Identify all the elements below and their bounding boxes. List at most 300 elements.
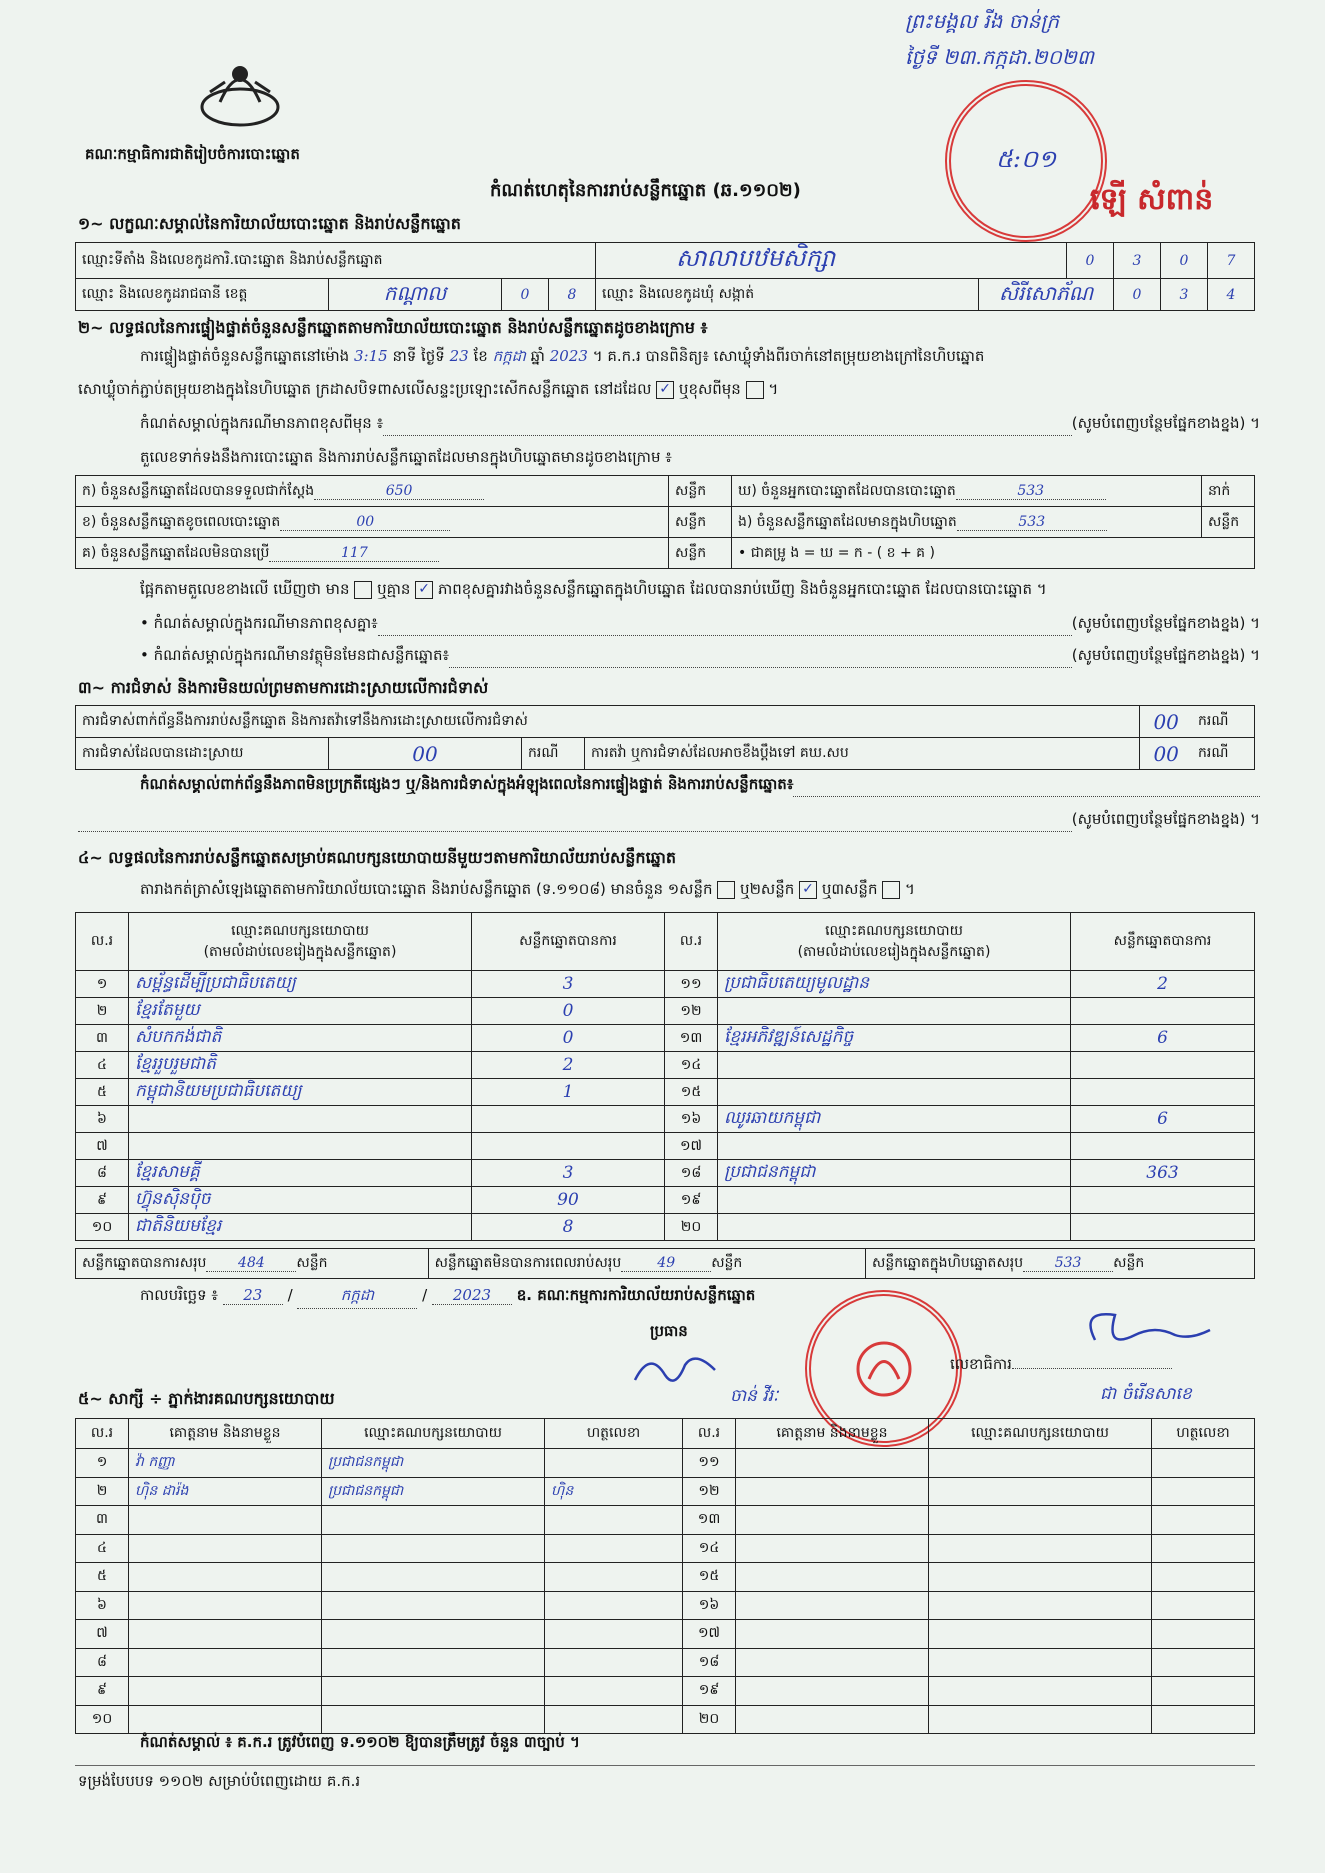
para-text: ។ គ.ក.រ បានពិនិត្យ៖ សោឃ្លុំទាំងពីរចាក់នៅតម្រុយខាងក្រៅនៃហិបឆ្នោត: [592, 347, 985, 365]
witness-row: [76, 1677, 1255, 1706]
difference-line: [140, 580, 1047, 602]
row-number: ៨: [76, 1648, 129, 1677]
party-name: [718, 1133, 1071, 1160]
count-value: 00: [280, 514, 450, 531]
party-votes: [1071, 1214, 1255, 1241]
secretary-label: លេខាធិការ: [950, 1355, 1012, 1373]
complaints-table: [75, 705, 1255, 770]
col-party: ឈ្មោះគណបក្សនយោបាយ: [929, 1419, 1152, 1449]
witness-signature: [545, 1620, 683, 1649]
row-number: ៩: [76, 1677, 129, 1706]
chair-label: ប្រធាន: [650, 1322, 688, 1340]
section4-heading: ៤~ លទ្ធផលនៃការរាប់សន្លឹកឆ្នោតសម្រាប់គណបក្សនយោបាយនីមួយៗតាមការិយាល័យរាប់សន្លឹកឆ្នោត: [78, 848, 677, 867]
total-invalid: សន្លឹកឆ្នោតមិនបានការពេលរាប់សរុប 49 សន្លឹក: [428, 1249, 865, 1279]
witness-name: [736, 1591, 929, 1620]
row-number: ១៤: [683, 1534, 736, 1563]
row-number: ១១: [665, 971, 718, 998]
party-votes: [472, 1133, 665, 1160]
form-note: កំណត់សម្គាល់ ៖ គ.ក.រ ត្រូវបំពេញ ទ.១១០២ ឱ្យបានត្រឹមត្រូវ ចំនួន ៣ច្បាប់ ។: [140, 1733, 580, 1751]
col-no: ល.រ: [665, 913, 718, 971]
total-box: សន្លឹកឆ្នោតក្នុងហិបឆ្នោតសរុប 533 សន្លឹក: [866, 1249, 1255, 1279]
counts-table: [75, 475, 1255, 569]
row-number: ១៥: [665, 1079, 718, 1106]
witness-party: [929, 1677, 1152, 1706]
province-value: កណ្តាល: [329, 279, 502, 311]
committee-name: គណៈកម្មាធិការជាតិរៀបចំការបោះឆ្នោត: [85, 145, 300, 163]
case-unit: ករណី: [522, 738, 585, 770]
has-difference-checkbox[interactable]: [354, 581, 372, 599]
witness-party: [322, 1677, 545, 1706]
witness-party: [322, 1591, 545, 1620]
party-name: [129, 1133, 472, 1160]
party-row: [76, 1160, 1255, 1187]
province-code-digit: 0: [502, 279, 549, 311]
witness-signature: [545, 1677, 683, 1706]
committee-suffix: ឧ. គណៈកម្មការការិយាល័យរាប់សន្លឹកឆ្នោត: [516, 1286, 756, 1304]
chair-name: ចាន់ វីរៈ: [730, 1386, 779, 1406]
row-number: ៨: [76, 1160, 129, 1187]
witness-name: [736, 1563, 929, 1592]
row-number: ១៦: [683, 1591, 736, 1620]
count-unit: សន្លឹក: [1202, 507, 1255, 538]
fill-back-note: (សូមបំពេញបន្ថែមផ្នែកខាងខ្នង) ។: [1071, 646, 1260, 664]
witness-name: [129, 1506, 322, 1535]
witness-signature: [1152, 1620, 1255, 1649]
witness-name: [736, 1677, 929, 1706]
witness-signature: [1152, 1591, 1255, 1620]
count-row-left: ខ) ចំនួនសន្លឹកឆ្នោតខូចពេលបោះឆ្នោត 00: [76, 507, 669, 538]
party-votes: [472, 1106, 665, 1133]
row-number: ៦: [76, 1106, 129, 1133]
witness-name: [736, 1477, 929, 1506]
witness-party: [929, 1506, 1152, 1535]
witness-name: [736, 1648, 929, 1677]
row-number: ១១: [683, 1449, 736, 1478]
note-fill-line[interactable]: [78, 810, 1072, 832]
section3-heading: ៣~ ការជំទាស់ និងការមិនយល់ព្រមតាមការដោះស្រាយលើការជំទាស់: [78, 678, 489, 697]
complaints-label: ការជំទាស់ពាក់ព័ន្ធនឹងការរាប់សន្លឹកឆ្នោត និងការតវ៉ាទៅនឹងការដោះស្រាយលើការជំទាស់: [76, 706, 1140, 738]
note-fill-line[interactable]: [383, 414, 1072, 436]
commune-value: សិរីសោភ័ណ: [979, 279, 1114, 311]
party-row: [76, 1052, 1255, 1079]
witness-row: [76, 1648, 1255, 1677]
day-value: 23: [449, 347, 469, 365]
party-name: ប្រជាជនកម្ពុជា: [718, 1160, 1071, 1187]
witness-row: [76, 1563, 1255, 1592]
party-name: សម្ព័ន្ធដើម្បីប្រជាធិបតេយ្យ: [129, 971, 472, 998]
para-text: ភាពខុសគ្នារវាងចំនួនសន្លឹកឆ្នោតក្នុងហិបឆ្នោត ដែលបានរាប់ឃើញ និងចំនួនអ្នកបោះឆ្នោត ដែលបានបោះឆ្នោត ។: [437, 580, 1047, 598]
witness-signature: [545, 1534, 683, 1563]
one-sheet-checkbox[interactable]: [717, 881, 735, 899]
witness-name: [736, 1705, 929, 1734]
witness-signature: [1152, 1563, 1255, 1592]
party-name: ជាតិនិយមខ្មែរ: [129, 1214, 472, 1241]
secretary-fill[interactable]: [1012, 1368, 1172, 1369]
row-number: ៧: [76, 1620, 129, 1649]
note-fill-line[interactable]: [793, 775, 1260, 797]
appeal-label: ការតវ៉ា ឬការជំទាស់ដែលអាចខឹងប្តឹងទៅ គឃ.សប: [585, 738, 1140, 770]
witness-party: ប្រជាជនកម្ពុជា: [322, 1477, 545, 1506]
witness-row: [76, 1449, 1255, 1478]
totals-table: [75, 1248, 1255, 1279]
witness-party: [322, 1648, 545, 1677]
witness-party: [929, 1591, 1152, 1620]
party-votes: [1071, 1052, 1255, 1079]
month-value: កក្កដា: [492, 347, 526, 365]
royal-emblem-logo: [190, 52, 290, 132]
verification-paragraph: [140, 347, 1260, 369]
party-results-table: [75, 912, 1255, 1241]
witness-party: [322, 1563, 545, 1592]
col-party: ឈ្មោះគណបក្សនយោបាយ (តាមលំដាប់លេខរៀងក្នុងសន្លឹកឆ្នោត): [129, 913, 472, 971]
witness-row: [76, 1591, 1255, 1620]
party-row: [76, 1214, 1255, 1241]
case-unit: ករណី: [1192, 738, 1255, 770]
witness-name: [129, 1563, 322, 1592]
witness-table: [75, 1418, 1255, 1734]
witness-name: [736, 1534, 929, 1563]
witness-row: [76, 1534, 1255, 1563]
witness-signature: [545, 1705, 683, 1734]
row-number: ១៦: [665, 1106, 718, 1133]
date-year: 2023: [432, 1286, 512, 1305]
party-votes: 1: [472, 1079, 665, 1106]
fill-back-note: (សូមបំពេញបន្ថែមផ្នែកខាងខ្នង) ។: [1071, 810, 1260, 828]
count-row-right: ឃ) ចំនួនអ្នកបោះឆ្នោតដែលបានបោះឆ្នោត 533: [732, 476, 1202, 507]
commune-label: ឈ្មោះ និងលេខកូដឃុំ សង្កាត់: [596, 279, 979, 311]
footer-divider: [75, 1765, 1255, 1766]
party-name: ហ៊្វុនស៊ិនប៉ិច: [129, 1187, 472, 1214]
complaints-value: 00: [1140, 706, 1192, 738]
witness-signature: [1152, 1449, 1255, 1478]
year-value: 2023: [549, 347, 588, 365]
note-fill-line[interactable]: [449, 646, 1072, 668]
count-unit: សន្លឹក: [669, 538, 732, 569]
party-votes: 2: [1071, 971, 1255, 998]
para-text: ការផ្ទៀងផ្ទាត់ចំនួនសន្លឹកឆ្នោតនៅម៉ោង: [140, 347, 350, 365]
changed-checkbox[interactable]: [746, 381, 764, 399]
irregular-note-line-2: [78, 810, 1260, 832]
witness-signature: [1152, 1677, 1255, 1706]
count-unit: សន្លឹក: [669, 507, 732, 538]
party-row: [76, 998, 1255, 1025]
count-value: 533: [957, 514, 1107, 531]
office-code-digit: 7: [1208, 243, 1255, 279]
witness-party: [929, 1449, 1152, 1478]
row-number: ១៩: [665, 1187, 718, 1214]
col-votes: សន្លឹកឆ្នោតបានការ: [1071, 913, 1255, 971]
count-row-left: គ) ចំនួនសន្លឹកឆ្នោតដែលមិនបានប្រើ 117: [76, 538, 669, 569]
office-label: ឈ្មោះទីតាំង និងលេខកូដការិ.បោះឆ្នោត និងរាប់សន្លឹកឆ្នោត: [76, 243, 596, 279]
witness-name: [129, 1705, 322, 1734]
party-votes: 363: [1071, 1160, 1255, 1187]
chair-signature: [630, 1345, 720, 1395]
witness-name: [129, 1620, 322, 1649]
para-text: នាទី ថ្ងៃទី: [392, 347, 445, 365]
row-number: ៩: [76, 1187, 129, 1214]
party-votes: 8: [472, 1214, 665, 1241]
para-text: សោឃ្លុំចាក់ភ្ជាប់តម្រុយខាងក្នុងនៃហិបឆ្នោត ក្រដាសបិទពាសលើសន្ទះប្រឡោះសើកសន្លឹកឆ្នោត នៅដដែល: [78, 380, 652, 398]
party-row: [76, 1133, 1255, 1160]
para-text: ឬគ្មាន: [377, 580, 411, 598]
row-number: ៧: [76, 1133, 129, 1160]
party-votes: 0: [472, 1025, 665, 1052]
three-sheet-checkbox[interactable]: [882, 881, 900, 899]
party-name: សំបកកង់ជាតិ: [129, 1025, 472, 1052]
witness-party: [322, 1705, 545, 1734]
para-text: ឬខុសពីមុន: [678, 380, 741, 398]
witness-row: [76, 1620, 1255, 1649]
row-number: ១៧: [683, 1620, 736, 1649]
secretary-name: ជា ចំរើនសាខេ: [1100, 1384, 1192, 1404]
count-value: 117: [269, 545, 439, 562]
para-text: ឬ២សន្លឹក: [740, 880, 795, 898]
party-row: [76, 1025, 1255, 1052]
province-code-digit: 8: [549, 279, 596, 311]
witness-party: [929, 1534, 1152, 1563]
col-signature: ហត្ថលេខា: [1152, 1419, 1255, 1449]
note-label: កំណត់សម្គាល់ពាក់ព័ន្ធនឹងភាពមិនប្រក្រតីផ្សេងៗ ឬ/និងការជំទាស់ក្នុងអំឡុងពេលនៃការផ្ទៀងផ្ទាត់ និងការរាប់សន្លឹកឆ្នោត៖: [140, 775, 794, 793]
witness-row: [76, 1477, 1255, 1506]
party-name: [718, 1079, 1071, 1106]
witness-row: [76, 1506, 1255, 1535]
party-name: [129, 1106, 472, 1133]
col-signature: ហត្ថលេខា: [545, 1419, 683, 1449]
commune-code-digit: 0: [1114, 279, 1161, 311]
count-value: 533: [956, 483, 1106, 500]
witness-party: ប្រជាជនកម្ពុជា: [322, 1449, 545, 1478]
counts-intro: តួលេខទាក់ទងនឹងការបោះឆ្នោត និងការរាប់សន្លឹកឆ្នោតដែលមានក្នុងហិបឆ្នោតមានដូចខាងក្រោម ៖: [140, 448, 672, 466]
party-votes: [1071, 1133, 1255, 1160]
witness-name: [129, 1591, 322, 1620]
commune-code-digit: 3: [1161, 279, 1208, 311]
two-sheet-checkbox[interactable]: ✓: [799, 881, 817, 899]
row-number: ១៩: [683, 1677, 736, 1706]
office-code-digit: 3: [1114, 243, 1161, 279]
party-row: [76, 1187, 1255, 1214]
time-value: 3:15: [353, 347, 388, 365]
row-number: ៥: [76, 1079, 129, 1106]
witness-party: [322, 1534, 545, 1563]
row-number: ១: [76, 971, 129, 998]
count-unit: នាក់: [1202, 476, 1255, 507]
handwritten-note-name: ព្រះមង្គល រីង ចាន់ក្រ: [905, 9, 1060, 33]
party-votes: 6: [1071, 1025, 1255, 1052]
para-text: ឬ៣សន្លឹក: [821, 880, 878, 898]
col-no: ល.រ: [76, 913, 129, 971]
section1-heading: ១~ លក្ខណៈសម្គាល់នៃការិយាល័យបោះឆ្នោត និងរាប់សន្លឹកឆ្នោត: [78, 214, 461, 233]
secretary-signature: [1075, 1300, 1215, 1360]
witness-signature: [1152, 1506, 1255, 1535]
row-number: ៦: [76, 1591, 129, 1620]
party-name: ឈូរឆាយកម្ពុជា: [718, 1106, 1071, 1133]
party-name: ប្រជាធិបតេយ្យមូលដ្ឋាន: [718, 971, 1071, 998]
witness-signature: [1152, 1705, 1255, 1734]
col-votes: សន្លឹកឆ្នោតបានការ: [472, 913, 665, 971]
row-number: ១២: [665, 998, 718, 1025]
party-name: ខ្មែរអភិវឌ្ឍន៍សេដ្ឋកិច្ច: [718, 1025, 1071, 1052]
party-name: [718, 1214, 1071, 1241]
col-no: ល.រ: [683, 1419, 736, 1449]
section2-heading: ២~ លទ្ធផលនៃការផ្ទៀងផ្ទាត់ចំនួនសន្លឹកឆ្នោតតាមការិយាល័យបោះឆ្នោត និងរាប់សន្លឹកឆ្នោតដូចខាងក្រោម ៖: [78, 318, 708, 337]
col-no: ល.រ: [76, 1419, 129, 1449]
party-votes: [1071, 998, 1255, 1025]
irregular-note-line: [140, 775, 1260, 797]
row-number: ១៣: [683, 1506, 736, 1535]
total-invalid-value: 49: [621, 1255, 711, 1272]
count-row-right: ង) ចំនួនសន្លឹកឆ្នោតដែលមានក្នុងហិបឆ្នោត 533: [732, 507, 1202, 538]
witness-name: [129, 1648, 322, 1677]
row-number: ២: [76, 1477, 129, 1506]
party-row: [76, 1079, 1255, 1106]
witness-signature: [545, 1648, 683, 1677]
witness-party: [929, 1477, 1152, 1506]
witness-name: វ៉ា កញ្ញា: [129, 1449, 322, 1478]
row-number: ១៨: [683, 1648, 736, 1677]
witness-name: [129, 1534, 322, 1563]
date-line: កាលបរិច្ឆេទ ៖ 23 / កក្កដា / 2023 ឧ. គណៈកម្មការការិយាល័យរាប់សន្លឹកឆ្នោត: [140, 1286, 755, 1309]
witness-party: [929, 1620, 1152, 1649]
para-text: ផ្អែកតាមតួលេខខាងលើ ឃើញថា មាន: [140, 580, 350, 598]
row-number: ២: [76, 998, 129, 1025]
party-row: [76, 971, 1255, 998]
total-valid: សន្លឹកឆ្នោតបានការសរុប 484 សន្លឹក: [76, 1249, 429, 1279]
date-day: 23: [223, 1286, 283, 1305]
row-number: ១៧: [665, 1133, 718, 1160]
note-fill-line[interactable]: [378, 614, 1072, 636]
party-votes: 3: [472, 1160, 665, 1187]
row-number: ២០: [665, 1214, 718, 1241]
row-number: ៤: [76, 1534, 129, 1563]
note-difference-line: [140, 614, 1260, 636]
witness-name: [129, 1677, 322, 1706]
witness-name: [736, 1506, 929, 1535]
row-number: ៤: [76, 1052, 129, 1079]
party-votes: 3: [472, 971, 665, 998]
form-footer: ទម្រង់បែបបទ ១១០២ សម្រាប់បំពេញដោយ គ.ក.រ: [78, 1772, 361, 1790]
witness-party: [322, 1506, 545, 1535]
office-value: សាលាបឋមសិក្សា: [596, 243, 1067, 279]
witness-signature: [545, 1449, 683, 1478]
unchanged-checkbox[interactable]: ✓: [656, 381, 674, 399]
count-unit: សន្លឹក: [669, 476, 732, 507]
party-name: [718, 1187, 1071, 1214]
col-name: គោត្តនាម និងនាមខ្លួន: [736, 1419, 929, 1449]
date-label: កាលបរិច្ឆេទ ៖: [140, 1286, 219, 1304]
note-label: កំណត់សម្គាល់ក្នុងករណីមានភាពខុសពីមុន ៖: [140, 414, 384, 432]
party-name: កម្ពុជានិយមប្រជាធិបតេយ្យ: [129, 1079, 472, 1106]
note-different-line: [140, 414, 1260, 436]
formula: • ជាគម្រូ ង = ឃ = ក - ( ខ + គ ): [732, 538, 1255, 569]
note-label: • កំណត់សម្គាល់ក្នុងករណីមានភាពខុសគ្នា៖: [140, 614, 378, 632]
party-votes: [1071, 1187, 1255, 1214]
witness-signature: [545, 1506, 683, 1535]
total-valid-value: 484: [206, 1255, 296, 1272]
row-number: ១៣: [665, 1025, 718, 1052]
witness-row: [76, 1705, 1255, 1734]
para-text: ខែ: [473, 347, 488, 365]
date-month: កក្កដា: [297, 1286, 417, 1309]
party-row: [76, 1106, 1255, 1133]
row-number: ២០: [683, 1705, 736, 1734]
party-name: [718, 1052, 1071, 1079]
para-text: ឆ្នាំ: [530, 347, 545, 365]
party-name: ខ្មែរសាមគ្គី: [129, 1160, 472, 1187]
witness-party: [929, 1563, 1152, 1592]
para-text: តារាងកត់ត្រាសំឡេងឆ្នោតតាមការិយាល័យបោះឆ្នោត និងរាប់សន្លឹកឆ្នោត (ទ.១១០៨) មានចំនួន ១សន្លឹក: [140, 880, 713, 898]
appeal-value: 00: [1140, 738, 1192, 770]
office-code-digit: 0: [1067, 243, 1114, 279]
party-votes: 2: [472, 1052, 665, 1079]
row-number: ៥: [76, 1563, 129, 1592]
row-number: ៣: [76, 1025, 129, 1052]
note-foreign-line: [140, 646, 1260, 668]
witness-signature: [1152, 1648, 1255, 1677]
case-unit: ករណី: [1192, 706, 1255, 738]
count-row-left: ក) ចំនួនសន្លឹកឆ្នោតដែលបានទទួលជាក់ស្តែង 650: [76, 476, 669, 507]
witness-name: [736, 1449, 929, 1478]
row-number: ១៨: [665, 1160, 718, 1187]
count-value: 650: [314, 483, 484, 500]
witness-signature: [1152, 1534, 1255, 1563]
witness-signature: [1152, 1477, 1255, 1506]
handwritten-note-date: ថ្ងៃទី ២៣.កក្កដា.២០២៣: [905, 45, 1094, 69]
witness-signature: ហ៊ិន: [545, 1477, 683, 1506]
total-box-value: 533: [1023, 1255, 1113, 1272]
col-party: ឈ្មោះគណបក្សនយោបាយ: [322, 1419, 545, 1449]
page-title: កំណត់ហេតុនៃការរាប់សន្លឹកឆ្នោត (ឆ.១១០២): [490, 180, 801, 201]
witness-signature: [545, 1591, 683, 1620]
resolved-value: 00: [329, 738, 522, 770]
commune-code-digit: 4: [1208, 279, 1255, 311]
stamp-name: ឡេី សំពាន់: [1090, 182, 1214, 217]
witness-party: [929, 1705, 1152, 1734]
row-number: ១០: [76, 1214, 129, 1241]
party-name: ខ្មែរតែមួយ: [129, 998, 472, 1025]
fill-back-note: (សូមបំពេញបន្ថែមផ្នែកខាងខ្នង) ។: [1071, 414, 1260, 432]
resolved-label: ការជំទាស់ដែលបានដោះស្រាយ: [76, 738, 329, 770]
verification-paragraph-2: សោឃ្លុំចាក់ភ្ជាប់តម្រុយខាងក្នុងនៃហិបឆ្នោត ក្រដាសបិទពាសលើសន្ទះប្រឡោះសើកសន្លឹកឆ្នោត នៅដដែល ✓ ឬខុសពីមុន ។: [78, 380, 779, 398]
row-number: ១២: [683, 1477, 736, 1506]
row-number: ១៤: [665, 1052, 718, 1079]
section5-heading: ៥~ សាក្សី ÷ ភ្នាក់ងារគណបក្សនយោបាយ: [78, 1389, 335, 1408]
party-votes: [1071, 1079, 1255, 1106]
party-name: ខ្មែររួបរួមជាតិ: [129, 1052, 472, 1079]
office-code-digit: 0: [1161, 243, 1208, 279]
row-number: ១០: [76, 1705, 129, 1734]
tally-sheet-line: តារាងកត់ត្រាសំឡេងឆ្នោតតាមការិយាល័យបោះឆ្នោត និងរាប់សន្លឹកឆ្នោត (ទ.១១០៨) មានចំនួន ១សន្លឹក ឬ២សន្លឹក ✓ ឬ៣សន្លឹក ។: [140, 880, 915, 898]
witness-party: [322, 1620, 545, 1649]
col-party: ឈ្មោះគណបក្សនយោបាយ (តាមលំដាប់លេខរៀងក្នុងសន្លឹកឆ្នោត): [718, 913, 1071, 971]
col-name: គោត្តនាម និងនាមខ្លួន: [129, 1419, 322, 1449]
row-number: ១៥: [683, 1563, 736, 1592]
party-name: [718, 998, 1071, 1025]
party-votes: 0: [472, 998, 665, 1025]
fill-back-note: (សូមបំពេញបន្ថែមផ្នែកខាងខ្នង) ។: [1071, 614, 1260, 632]
witness-party: [929, 1648, 1152, 1677]
official-seal-stamp: ៥:០១: [945, 80, 1107, 242]
witness-name: ហ៊ិន ដារ៉ង: [129, 1477, 322, 1506]
no-difference-checkbox[interactable]: ✓: [415, 581, 433, 599]
witness-signature: [545, 1563, 683, 1592]
party-votes: 90: [472, 1187, 665, 1214]
row-number: ៣: [76, 1506, 129, 1535]
location-table: [75, 242, 1255, 311]
note-label: • កំណត់សម្គាល់ក្នុងករណីមានវត្ថុមិនមែនជាសន្លឹកឆ្នោត៖: [140, 646, 450, 664]
province-label: ឈ្មោះ និងលេខកូដរាជធានី ខេត្ត: [76, 279, 329, 311]
row-number: ១: [76, 1449, 129, 1478]
witness-name: [736, 1620, 929, 1649]
